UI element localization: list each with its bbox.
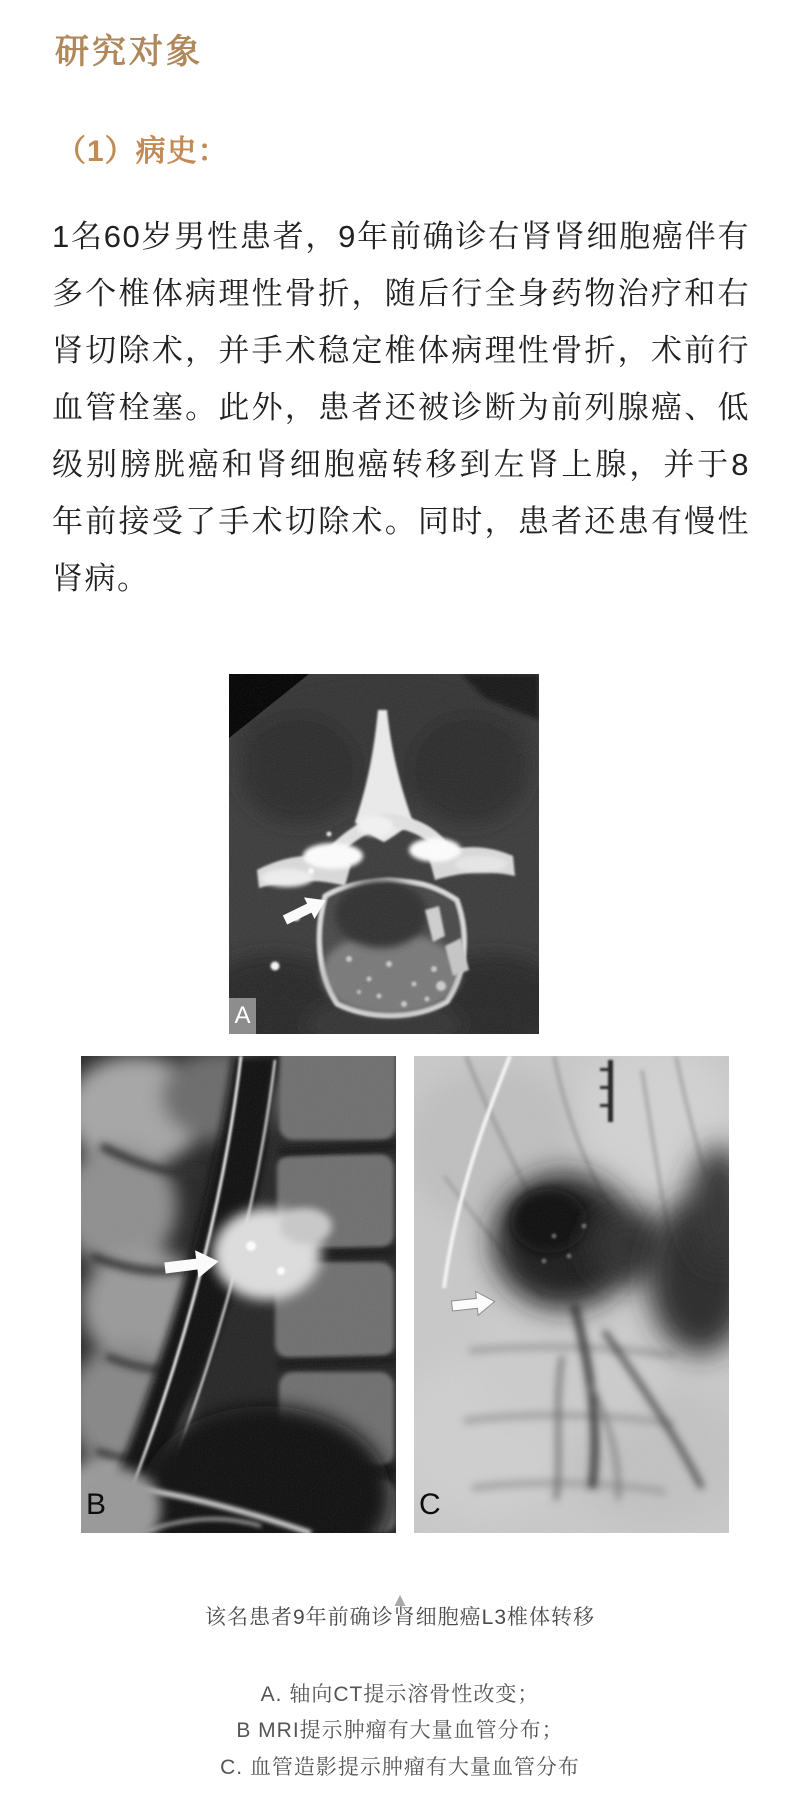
panel-axial-ct[interactable] <box>229 674 539 1034</box>
panel-sagittal-mri[interactable] <box>81 1056 396 1533</box>
panel-label-b: B <box>86 1488 107 1521</box>
panel-label-c: C <box>419 1488 441 1521</box>
figure-caption-title: 该名患者9年前确诊肾细胞癌L3椎体转移 <box>204 1606 596 1629</box>
axial-ct-image <box>229 674 539 1034</box>
figure-caption-line-b: B MRI提示肿瘤有大量血管分布； <box>236 1719 564 1742</box>
panel-angiogram[interactable] <box>414 1056 729 1533</box>
panel-label-a: A <box>229 998 256 1034</box>
sagittal-mri-image <box>81 1056 396 1533</box>
case-history-paragraph: 1名60岁男性患者，9年前确诊右肾肾细胞癌伴有多个椎体病理性骨折，随后行全身药物治疗和右肾切除术，并手术稳定椎体病理性骨折，术前行血管栓塞。此外，患者还被诊断为前列腺癌、低级别膀胱癌和肾细胞癌转移到左肾上腺，并于8年前接受了手术切除术。同时，患者还患有慢性肾病。 <box>52 219 750 596</box>
caption-marker-icon: ▲ <box>390 1590 410 1611</box>
figure-caption-line-a: A. 轴向CT提示溶骨性改变； <box>260 1683 540 1706</box>
figure-caption-line-c: C. 血管造影提示肿瘤有大量血管分布 <box>220 1756 580 1779</box>
angiogram-image <box>414 1056 729 1533</box>
subsection-title: （1）病史： <box>56 135 229 168</box>
section-title: 研究对象 <box>55 34 203 71</box>
